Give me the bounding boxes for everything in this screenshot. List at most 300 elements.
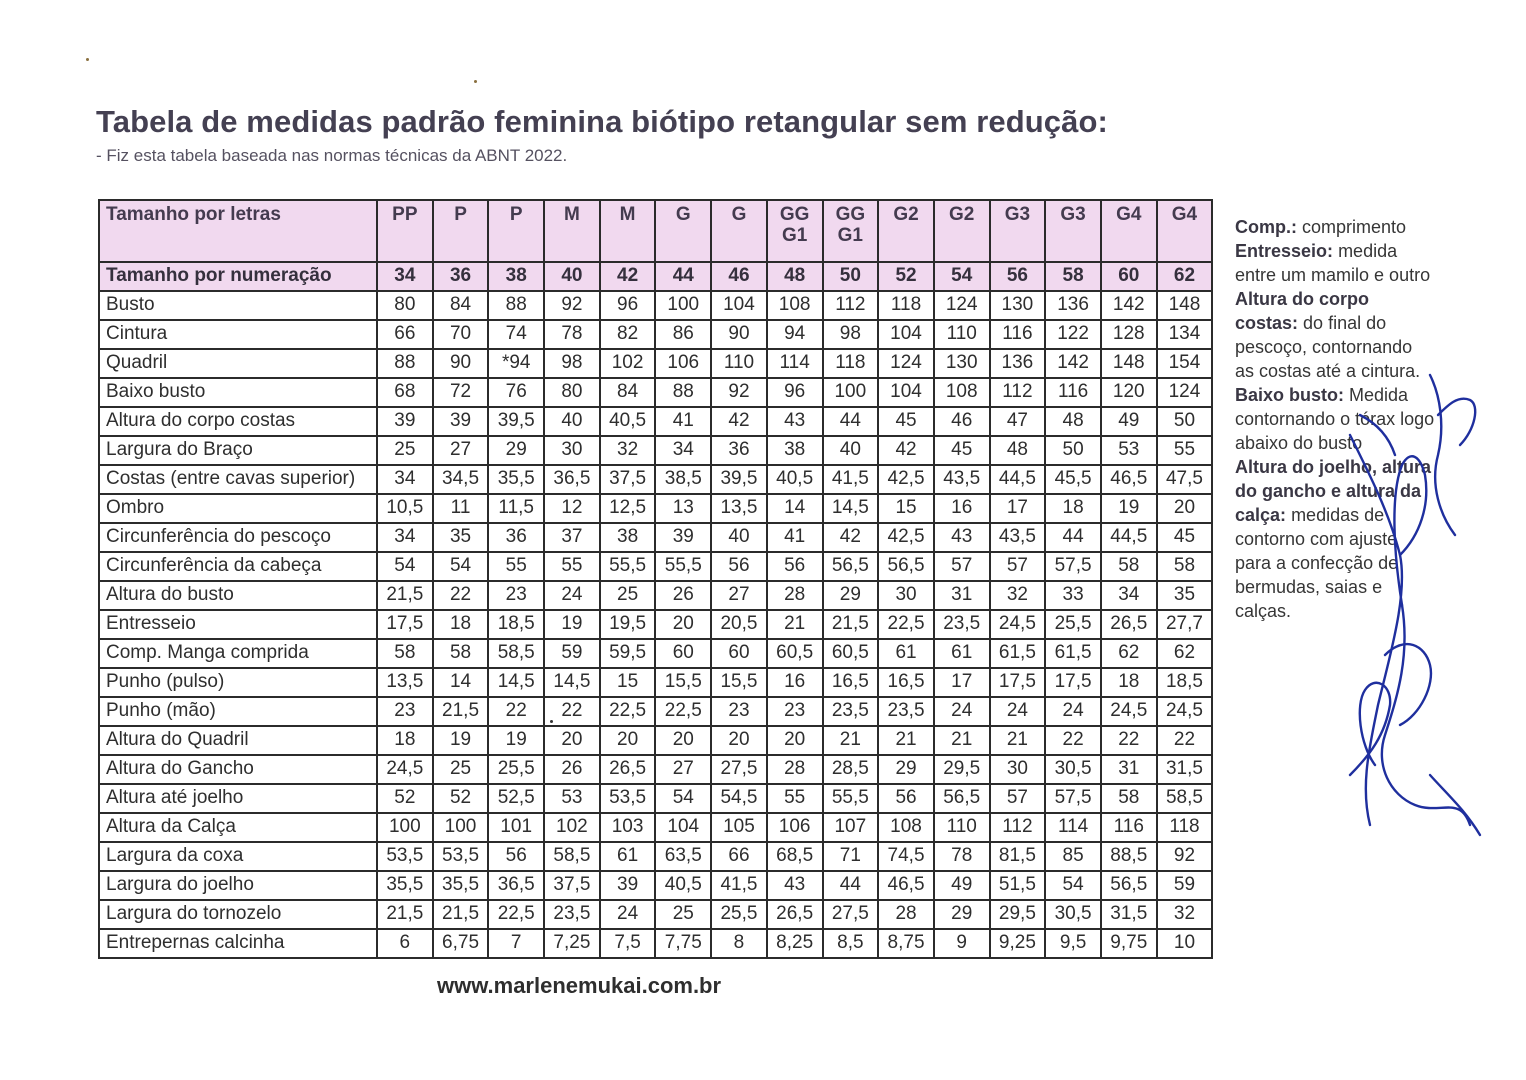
letter-size-cell: GG G1 bbox=[767, 200, 823, 262]
measure-cell: 60 bbox=[655, 639, 711, 668]
table-row bbox=[99, 784, 1212, 813]
measure-cell: 59 bbox=[544, 639, 600, 668]
measure-cell: 6 bbox=[377, 929, 433, 958]
measure-cell: 32 bbox=[1157, 900, 1213, 929]
measure-cell: 52 bbox=[377, 784, 433, 813]
note-text: medida entre um mamilo e outro bbox=[1235, 241, 1431, 285]
measure-cell: 104 bbox=[878, 378, 934, 407]
measure-cell: 20 bbox=[1157, 494, 1213, 523]
measure-cell: 36,5 bbox=[544, 465, 600, 494]
measure-cell: 25 bbox=[377, 436, 433, 465]
measure-cell: 8,5 bbox=[823, 929, 879, 958]
measure-cell: 112 bbox=[990, 813, 1046, 842]
measure-cell: 40 bbox=[711, 523, 767, 552]
letter-size-cell: P bbox=[433, 200, 489, 262]
measure-cell: 100 bbox=[655, 291, 711, 320]
measure-cell: 29 bbox=[934, 900, 990, 929]
measure-cell: 47,5 bbox=[1157, 465, 1213, 494]
measure-cell: 43,5 bbox=[990, 523, 1046, 552]
letter-size-cell: G3 bbox=[1045, 200, 1101, 262]
measure-cell: 21,5 bbox=[823, 610, 879, 639]
measure-cell: 21,5 bbox=[377, 581, 433, 610]
measure-cell: 45 bbox=[934, 436, 990, 465]
measure-cell: 148 bbox=[1157, 291, 1213, 320]
measure-cell: 106 bbox=[767, 813, 823, 842]
number-size-cell: 54 bbox=[934, 262, 990, 291]
measure-cell: 19,5 bbox=[600, 610, 656, 639]
measure-cell: 142 bbox=[1045, 349, 1101, 378]
measure-cell: 90 bbox=[711, 320, 767, 349]
measure-cell: 14 bbox=[767, 494, 823, 523]
measure-cell: 15 bbox=[600, 668, 656, 697]
measure-cell: 24 bbox=[934, 697, 990, 726]
measure-cell: 38,5 bbox=[655, 465, 711, 494]
measure-cell: 18 bbox=[377, 726, 433, 755]
measure-cell: 88 bbox=[655, 378, 711, 407]
measure-cell: 124 bbox=[1157, 378, 1213, 407]
measure-cell: 56,5 bbox=[878, 552, 934, 581]
measure-cell: 84 bbox=[433, 291, 489, 320]
measure-cell: 8 bbox=[711, 929, 767, 958]
measure-cell: 81,5 bbox=[990, 842, 1046, 871]
paper-speck bbox=[86, 58, 89, 61]
measure-cell: 18 bbox=[1101, 668, 1157, 697]
number-size-cell: 42 bbox=[600, 262, 656, 291]
measure-cell: 58 bbox=[1157, 552, 1213, 581]
measure-cell: 19 bbox=[488, 726, 544, 755]
table-row bbox=[99, 842, 1212, 871]
row-label: Altura da Calça bbox=[99, 813, 377, 842]
note-term: Altura do corpo costas: bbox=[1235, 289, 1369, 333]
measure-cell: 50 bbox=[1045, 436, 1101, 465]
measure-cell: 102 bbox=[600, 349, 656, 378]
numbers-header-label: Tamanho por numeração bbox=[99, 262, 377, 291]
measure-cell: 58,5 bbox=[488, 639, 544, 668]
measure-cell: 68 bbox=[377, 378, 433, 407]
measure-cell: 58 bbox=[1101, 552, 1157, 581]
measure-cell: 74 bbox=[488, 320, 544, 349]
measure-cell: 110 bbox=[934, 813, 990, 842]
measure-cell: 96 bbox=[767, 378, 823, 407]
measure-cell: 23 bbox=[377, 697, 433, 726]
measure-cell: 54 bbox=[655, 784, 711, 813]
number-size-cell: 40 bbox=[544, 262, 600, 291]
measure-cell: 105 bbox=[711, 813, 767, 842]
measure-cell: 17 bbox=[990, 494, 1046, 523]
measure-cell: 20,5 bbox=[711, 610, 767, 639]
measure-cell: 21,5 bbox=[433, 697, 489, 726]
measure-cell: 98 bbox=[823, 320, 879, 349]
measure-cell: 36,5 bbox=[488, 871, 544, 900]
measure-cell: 16,5 bbox=[823, 668, 879, 697]
measure-cell: 118 bbox=[878, 291, 934, 320]
measure-cell: 25 bbox=[433, 755, 489, 784]
measure-cell: 43 bbox=[767, 407, 823, 436]
row-label: Baixo busto bbox=[99, 378, 377, 407]
measure-cell: 92 bbox=[544, 291, 600, 320]
measure-cell: 9 bbox=[934, 929, 990, 958]
measure-cell: 27,7 bbox=[1157, 610, 1213, 639]
measure-cell: 27 bbox=[711, 581, 767, 610]
measure-cell: 106 bbox=[655, 349, 711, 378]
measure-cell: 58 bbox=[1101, 784, 1157, 813]
row-label: Entrepernas calcinha bbox=[99, 929, 377, 958]
measure-cell: 21,5 bbox=[377, 900, 433, 929]
measure-cell: 28 bbox=[767, 755, 823, 784]
measure-cell: 107 bbox=[823, 813, 879, 842]
row-label: Ombro bbox=[99, 494, 377, 523]
measure-cell: 35 bbox=[1157, 581, 1213, 610]
measure-cell: 39 bbox=[377, 407, 433, 436]
letter-size-cell: M bbox=[544, 200, 600, 262]
note-term: Comp.: bbox=[1235, 217, 1297, 237]
measure-cell: 7 bbox=[488, 929, 544, 958]
measure-cell: 16 bbox=[934, 494, 990, 523]
number-size-cell: 38 bbox=[488, 262, 544, 291]
measure-cell: 40,5 bbox=[600, 407, 656, 436]
measure-cell: 8,25 bbox=[767, 929, 823, 958]
measure-cell: 23,5 bbox=[934, 610, 990, 639]
measure-cell: 42 bbox=[878, 436, 934, 465]
measure-cell: 29 bbox=[488, 436, 544, 465]
measure-cell: 30 bbox=[878, 581, 934, 610]
measure-cell: 49 bbox=[1101, 407, 1157, 436]
measure-cell: 42,5 bbox=[878, 523, 934, 552]
measure-cell: 110 bbox=[711, 349, 767, 378]
note-text: comprimento bbox=[1302, 217, 1407, 237]
measure-cell: 31 bbox=[934, 581, 990, 610]
measure-cell: 101 bbox=[488, 813, 544, 842]
row-label: Altura até joelho bbox=[99, 784, 377, 813]
measure-cell: 43 bbox=[934, 523, 990, 552]
measure-cell: 40,5 bbox=[767, 465, 823, 494]
measure-cell: 38 bbox=[767, 436, 823, 465]
measure-cell: 72 bbox=[433, 378, 489, 407]
measure-cell: 61 bbox=[934, 639, 990, 668]
letter-size-cell: G2 bbox=[934, 200, 990, 262]
note-text: do final do pescoço, contornando as costas até a cintura. bbox=[1235, 313, 1421, 381]
measure-cell: 45,5 bbox=[1045, 465, 1101, 494]
measure-cell: 20 bbox=[544, 726, 600, 755]
measure-cell: 57 bbox=[990, 552, 1046, 581]
measure-cell: 78 bbox=[934, 842, 990, 871]
measure-cell: 32 bbox=[600, 436, 656, 465]
table-row bbox=[99, 929, 1212, 958]
measure-cell: 21 bbox=[934, 726, 990, 755]
measure-cell: 25,5 bbox=[488, 755, 544, 784]
measure-cell: 88,5 bbox=[1101, 842, 1157, 871]
note-term: Altura do joelho, altura do gancho e altura da calça: bbox=[1235, 457, 1432, 525]
measure-cell: 29,5 bbox=[990, 900, 1046, 929]
measure-cell: 37,5 bbox=[544, 871, 600, 900]
measure-cell: 55 bbox=[488, 552, 544, 581]
measure-cell: 21 bbox=[767, 610, 823, 639]
measure-cell: 34 bbox=[377, 465, 433, 494]
number-size-cell: 50 bbox=[823, 262, 879, 291]
measure-cell: 22,5 bbox=[600, 697, 656, 726]
numbers-header-row bbox=[99, 262, 1212, 291]
row-label: Entresseio bbox=[99, 610, 377, 639]
measure-cell: 142 bbox=[1101, 291, 1157, 320]
measure-cell: 122 bbox=[1045, 320, 1101, 349]
measure-cell: 76 bbox=[488, 378, 544, 407]
measure-cell: 104 bbox=[711, 291, 767, 320]
measure-cell: 104 bbox=[878, 320, 934, 349]
measure-cell: 10,5 bbox=[377, 494, 433, 523]
size-table bbox=[98, 199, 1213, 959]
measure-cell: 23 bbox=[711, 697, 767, 726]
measure-cell: 124 bbox=[878, 349, 934, 378]
measure-cell: 8,75 bbox=[878, 929, 934, 958]
measure-cell: 54 bbox=[433, 552, 489, 581]
measure-cell: 38 bbox=[600, 523, 656, 552]
row-label: Altura do corpo costas bbox=[99, 407, 377, 436]
measure-cell: 17,5 bbox=[990, 668, 1046, 697]
measure-cell: 55 bbox=[544, 552, 600, 581]
measure-cell: 36 bbox=[711, 436, 767, 465]
measure-cell: 130 bbox=[934, 349, 990, 378]
measure-cell: 24 bbox=[544, 581, 600, 610]
measure-cell: 29,5 bbox=[934, 755, 990, 784]
measure-cell: 17,5 bbox=[377, 610, 433, 639]
measure-cell: 21 bbox=[990, 726, 1046, 755]
measure-cell: 7,75 bbox=[655, 929, 711, 958]
table-row bbox=[99, 320, 1212, 349]
measure-cell: 44 bbox=[823, 871, 879, 900]
measure-cell: 57,5 bbox=[1045, 784, 1101, 813]
measure-cell: 45 bbox=[878, 407, 934, 436]
note-item bbox=[1235, 215, 1435, 239]
measure-cell: 80 bbox=[544, 378, 600, 407]
measure-cell: 39,5 bbox=[488, 407, 544, 436]
measure-cell: 41,5 bbox=[711, 871, 767, 900]
measure-cell: 112 bbox=[823, 291, 879, 320]
measure-cell: 114 bbox=[767, 349, 823, 378]
row-label: Circunferência da cabeça bbox=[99, 552, 377, 581]
letter-size-cell: G4 bbox=[1157, 200, 1213, 262]
measure-cell: 21 bbox=[823, 726, 879, 755]
table-row bbox=[99, 610, 1212, 639]
measure-cell: 23,5 bbox=[878, 697, 934, 726]
measure-cell: 20 bbox=[767, 726, 823, 755]
measure-cell: 27 bbox=[433, 436, 489, 465]
measure-cell: 29 bbox=[823, 581, 879, 610]
measure-cell: 15,5 bbox=[655, 668, 711, 697]
measure-cell: 88 bbox=[377, 349, 433, 378]
measure-cell: 31,5 bbox=[1101, 900, 1157, 929]
measure-cell: 41 bbox=[655, 407, 711, 436]
table-row bbox=[99, 378, 1212, 407]
table-row bbox=[99, 407, 1212, 436]
measure-cell: 18,5 bbox=[488, 610, 544, 639]
note-text: Medida contornando o tórax logo abaixo do busto bbox=[1235, 385, 1435, 453]
letter-size-cell: G bbox=[711, 200, 767, 262]
measure-cell: 16 bbox=[767, 668, 823, 697]
measure-cell: 22 bbox=[1101, 726, 1157, 755]
measure-cell: 60,5 bbox=[767, 639, 823, 668]
measure-cell: 58,5 bbox=[544, 842, 600, 871]
measure-cell: 56 bbox=[711, 552, 767, 581]
measure-cell: 41 bbox=[767, 523, 823, 552]
measure-cell: 57,5 bbox=[1045, 552, 1101, 581]
measure-cell: 61 bbox=[600, 842, 656, 871]
measure-cell: 22,5 bbox=[878, 610, 934, 639]
measure-cell: 61,5 bbox=[990, 639, 1046, 668]
measure-cell: 44 bbox=[1045, 523, 1101, 552]
measure-cell: 20 bbox=[600, 726, 656, 755]
letter-size-cell: M bbox=[600, 200, 656, 262]
number-size-cell: 46 bbox=[711, 262, 767, 291]
measure-cell: 14,5 bbox=[544, 668, 600, 697]
measure-cell: 11,5 bbox=[488, 494, 544, 523]
measure-cell: 41,5 bbox=[823, 465, 879, 494]
measure-cell: 43,5 bbox=[934, 465, 990, 494]
measure-cell: 15 bbox=[878, 494, 934, 523]
measure-cell: 66 bbox=[377, 320, 433, 349]
measure-cell: 46 bbox=[934, 407, 990, 436]
measure-cell: 56,5 bbox=[1101, 871, 1157, 900]
measure-cell: 36 bbox=[488, 523, 544, 552]
row-label: Cintura bbox=[99, 320, 377, 349]
measure-cell: 44,5 bbox=[990, 465, 1046, 494]
measure-cell: 98 bbox=[544, 349, 600, 378]
measure-cell: 108 bbox=[934, 378, 990, 407]
measure-cell: 26 bbox=[655, 581, 711, 610]
measure-cell: 54 bbox=[377, 552, 433, 581]
side-notes bbox=[1235, 215, 1435, 623]
measure-cell: 26 bbox=[544, 755, 600, 784]
table-row bbox=[99, 552, 1212, 581]
row-label: Punho (pulso) bbox=[99, 668, 377, 697]
number-size-cell: 58 bbox=[1045, 262, 1101, 291]
measure-cell: 53,5 bbox=[600, 784, 656, 813]
measure-cell: 13,5 bbox=[711, 494, 767, 523]
measure-cell: 56 bbox=[767, 552, 823, 581]
measure-cell: 56,5 bbox=[934, 784, 990, 813]
measure-cell: 23,5 bbox=[544, 900, 600, 929]
measure-cell: 40 bbox=[544, 407, 600, 436]
measure-cell: 27,5 bbox=[711, 755, 767, 784]
row-label: Largura da coxa bbox=[99, 842, 377, 871]
measure-cell: 44,5 bbox=[1101, 523, 1157, 552]
measure-cell: 20 bbox=[711, 726, 767, 755]
measure-cell: 14,5 bbox=[488, 668, 544, 697]
measure-cell: 7,25 bbox=[544, 929, 600, 958]
measure-cell: 39,5 bbox=[711, 465, 767, 494]
row-label: Largura do tornozelo bbox=[99, 900, 377, 929]
measure-cell: 90 bbox=[433, 349, 489, 378]
measure-cell: 78 bbox=[544, 320, 600, 349]
measure-cell: 136 bbox=[990, 349, 1046, 378]
measure-cell: 92 bbox=[1157, 842, 1213, 871]
measure-cell: 39 bbox=[655, 523, 711, 552]
note-term: Entresseio: bbox=[1235, 241, 1334, 261]
letter-size-cell: GG G1 bbox=[823, 200, 879, 262]
measure-cell: 74,5 bbox=[878, 842, 934, 871]
measure-cell: 59,5 bbox=[600, 639, 656, 668]
measure-cell: 29 bbox=[878, 755, 934, 784]
measure-cell: 100 bbox=[377, 813, 433, 842]
measure-cell: 19 bbox=[433, 726, 489, 755]
table-row bbox=[99, 668, 1212, 697]
measure-cell: 27,5 bbox=[823, 900, 879, 929]
measure-cell: 52 bbox=[433, 784, 489, 813]
measure-cell: 110 bbox=[934, 320, 990, 349]
page-title: Tabela de medidas padrão feminina biótipo retangular sem redução: bbox=[96, 104, 1108, 139]
measure-cell: 28,5 bbox=[823, 755, 879, 784]
measure-cell: 53,5 bbox=[377, 842, 433, 871]
measure-cell: 66 bbox=[711, 842, 767, 871]
measure-cell: 128 bbox=[1101, 320, 1157, 349]
measure-cell: 28 bbox=[878, 900, 934, 929]
row-label: Punho (mão) bbox=[99, 697, 377, 726]
measure-cell: 35 bbox=[433, 523, 489, 552]
measure-cell: 46,5 bbox=[878, 871, 934, 900]
measure-cell: 58,5 bbox=[1157, 784, 1213, 813]
row-label: Costas (entre cavas superior) bbox=[99, 465, 377, 494]
measure-cell: 18,5 bbox=[1157, 668, 1213, 697]
table-row bbox=[99, 726, 1212, 755]
measure-cell: 23,5 bbox=[823, 697, 879, 726]
measure-cell: 19 bbox=[1101, 494, 1157, 523]
number-size-cell: 56 bbox=[990, 262, 1046, 291]
measure-cell: 48 bbox=[990, 436, 1046, 465]
measure-cell: 28 bbox=[767, 581, 823, 610]
measure-cell: 104 bbox=[655, 813, 711, 842]
measure-cell: 18 bbox=[433, 610, 489, 639]
measure-cell: 61,5 bbox=[1045, 639, 1101, 668]
measure-cell: 22 bbox=[488, 697, 544, 726]
measure-cell: 22 bbox=[1045, 726, 1101, 755]
measure-cell: 55,5 bbox=[600, 552, 656, 581]
measure-cell: 57 bbox=[990, 784, 1046, 813]
measure-cell: 20 bbox=[655, 726, 711, 755]
measure-cell: 55,5 bbox=[655, 552, 711, 581]
row-label: Comp. Manga comprida bbox=[99, 639, 377, 668]
table-row bbox=[99, 755, 1212, 784]
measure-cell: 23 bbox=[767, 697, 823, 726]
measure-cell: 80 bbox=[377, 291, 433, 320]
table-row bbox=[99, 349, 1212, 378]
measure-cell: 118 bbox=[1157, 813, 1213, 842]
table-row bbox=[99, 813, 1212, 842]
letter-size-cell: G3 bbox=[990, 200, 1046, 262]
paper-speck bbox=[474, 80, 477, 83]
measure-cell: 17 bbox=[934, 668, 990, 697]
measure-cell: 30 bbox=[544, 436, 600, 465]
table-row bbox=[99, 639, 1212, 668]
measure-cell: 116 bbox=[1045, 378, 1101, 407]
measure-cell: 54 bbox=[1045, 871, 1101, 900]
measure-cell: 39 bbox=[433, 407, 489, 436]
measure-cell: 100 bbox=[433, 813, 489, 842]
measure-cell: 86 bbox=[655, 320, 711, 349]
measure-cell: 70 bbox=[433, 320, 489, 349]
measure-cell: 18 bbox=[1045, 494, 1101, 523]
measure-cell: 54,5 bbox=[711, 784, 767, 813]
measure-cell: 82 bbox=[600, 320, 656, 349]
measure-cell: 34,5 bbox=[433, 465, 489, 494]
measure-cell: 94 bbox=[767, 320, 823, 349]
table-row bbox=[99, 494, 1212, 523]
measure-cell: 51,5 bbox=[990, 871, 1046, 900]
measure-cell: 43 bbox=[767, 871, 823, 900]
measure-cell: 42 bbox=[711, 407, 767, 436]
measure-cell: 24,5 bbox=[377, 755, 433, 784]
measure-cell: 136 bbox=[1045, 291, 1101, 320]
measure-cell: 9,75 bbox=[1101, 929, 1157, 958]
measure-cell: 45 bbox=[1157, 523, 1213, 552]
